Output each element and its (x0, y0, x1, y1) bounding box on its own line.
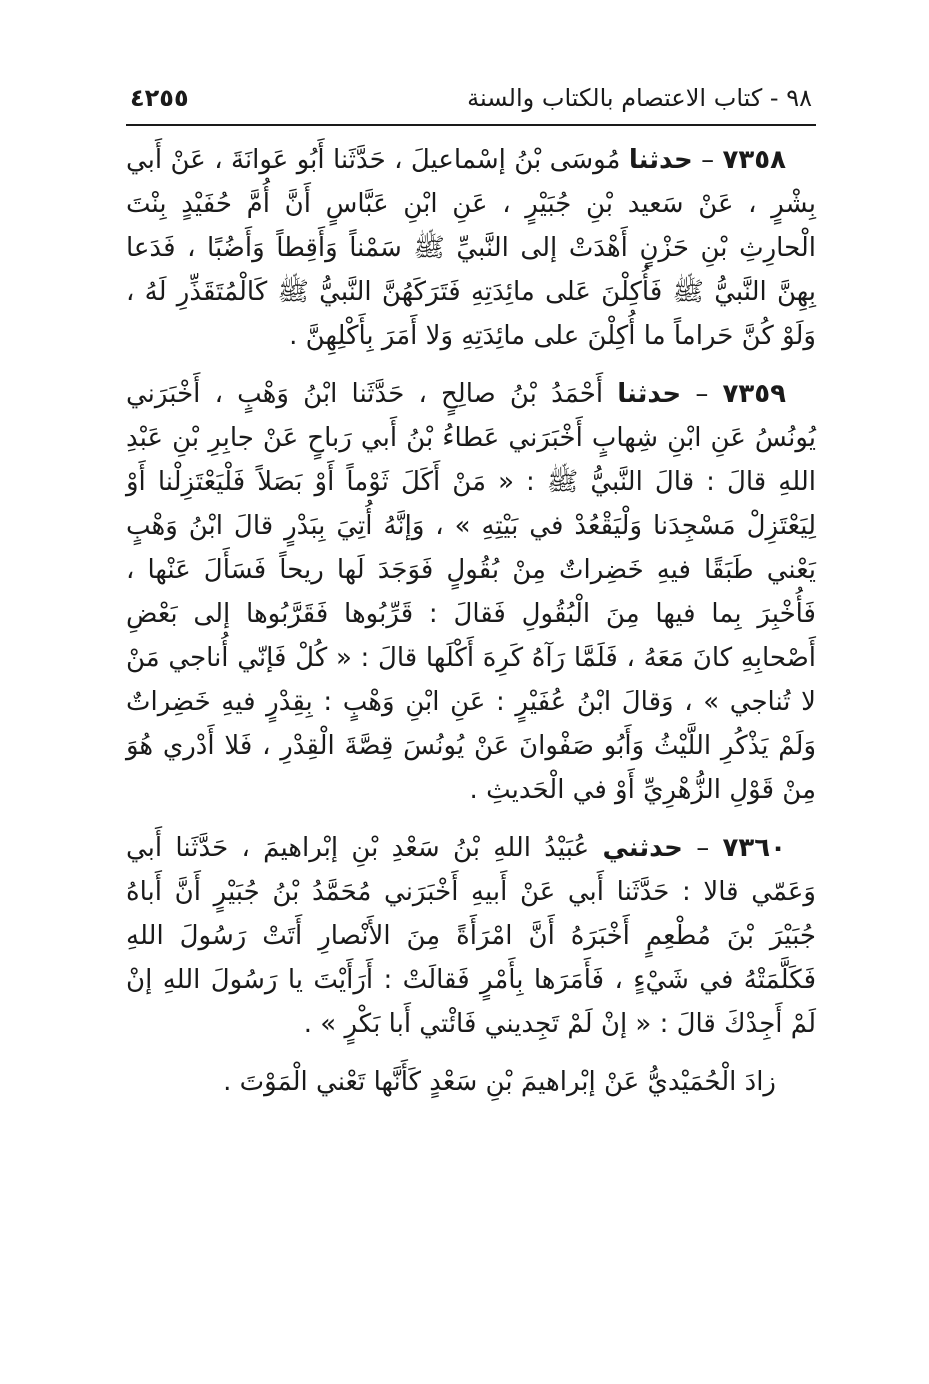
hadith-paragraph (126, 372, 816, 812)
running-header (126, 78, 816, 126)
transmission-verb: حدثنا (628, 145, 693, 175)
hadith-paragraph (126, 826, 816, 1046)
book-page (126, 78, 816, 1118)
transmission-verb: حدثنا (617, 379, 682, 409)
page-body (126, 138, 816, 1104)
trailer-note: زادَ الْحُمَيْديُّ عَنْ إبْراهيمَ بْنِ سَعْدٍ كَأَنَّها تَعْني الْمَوْتَ . (223, 1067, 776, 1097)
hadith-text: عُبَيْدُ اللهِ بْنُ سَعْدِ بْنِ إبْراهيمَ ، حَدَّثَنا أَبي وَعَمّي قالا : حَدَّثَنا أَبي عَنْ أَبيهِ أَخْبَرَني مُحَمَّدُ بْنُ جُبَيْرٍ أَنَّ أَباهُ جُبَيْرَ بْنَ مُطْعِمٍ أَخْبَرَهُ أَنَّ امْرَأَةً مِنَ الأَنْصارِ أَتَتْ رَسُولَ اللهِ فَكَلَّمَتْهُ في شَيْءٍ ، فَأَمَرَها بِأَمْرٍ فَقالَتْ : أَرَأَيْتَ يا رَسُولَ اللهِ إنْ لَمْ أَجِدْكَ قالَ : « إنْ لَمْ تَجِديني فَائْتي أَبا بَكْرٍ » . (126, 833, 816, 1039)
hadith-number: ٧٣٥٨ (722, 145, 786, 175)
chapter-title: ٩٨ - كتاب الاعتصام بالكتاب والسنة (467, 84, 812, 112)
hadith-paragraph (126, 138, 816, 358)
hadith-number: ٧٣٦٠ (722, 833, 786, 863)
hadith-dash: – (681, 379, 723, 409)
transmission-verb: حدثني (602, 833, 683, 863)
hadith-dash: – (682, 833, 723, 863)
hadith-dash: – (692, 145, 723, 175)
page-number: ٤٢٥٥ (130, 84, 189, 112)
hadith-text: أَحْمَدُ بْنُ صالِحٍ ، حَدَّثَنا ابْنُ وَهْبٍ ، أَخْبَرَني يُونُسُ عَنِ ابْنِ شِهابٍ أَخْبَرَني عَطاءُ بْنُ أَبي رَباحٍ عَنْ جابِرِ بْنِ عَبْدِ اللهِ قالَ : قالَ النَّبيُّ ﷺ : « مَنْ أَكَلَ ثَوْماً أَوْ بَصَلاً فَلْيَعْتَزِلْنا أَوْ لِيَعْتَزِلْ مَسْجِدَنا وَلْيَقْعُدْ في بَيْتِهِ » ، وَإنَّهُ أُتِيَ بِبَدْرٍ قالَ ابْنُ وَهْبٍ يَعْني طَبَقًا فيهِ خَضِراتٌ مِنْ بُقُولٍ فَوَجَدَ لَها ريحاً فَسَأَلَ عَنْها ، فَأُخْبِرَ بِما فيها مِنَ الْبُقُولِ فَقالَ : قَرِّبُوها فَقَرَّبُوها إلى بَعْضِ أَصْحابِهِ كانَ مَعَهُ ، فَلَمَّا رَآهُ كَرِهَ أَكْلَها قالَ : « كُلْ فَإنّي أُناجي مَنْ لا تُناجي » ، وَقالَ ابْنُ عُفَيْرٍ : عَنِ ابْنِ وَهْبٍ : بِقِدْرٍ فيهِ خَضِراتٌ وَلَمْ يَذْكُرِ اللَّيْثُ وَأَبُو صَفْوانَ عَنْ يُونُسَ قِصَّةَ الْقِدْرِ ، فَلا أَدْري هُوَ مِنْ قَوْلِ الزُّهْرِيِّ أَوْ في الْحَديثِ . (126, 379, 816, 805)
hadith-text: مُوسَى بْنُ إسْماعيلَ ، حَدَّثَنا أَبُو عَوانَةَ ، عَنْ أَبي بِشْرٍ ، عَنْ سَعيد بْنِ جُبَيْرٍ ، عَنِ ابْنِ عَبَّاسٍ أَنَّ أُمَّ حُفَيْدٍ بِنْتَ الْحارِثِ بْنِ حَزْنٍ أَهْدَتْ إلى النَّبيِّ ﷺ سَمْناً وَأَقِطاً وَأَضُبًا ، فَدَعا بِهِنَّ النَّبيُّ ﷺ فَأُكِلْنَ عَلى مائِدَتِهِ فَتَرَكَهُنَّ النَّبيُّ ﷺ كَالْمُتَقَذِّرِ لَهُ ، وَلَوْ كُنَّ حَراماً ما أُكِلْنَ على مائِدَتِهِ وَلا أَمَرَ بِأَكْلِهِنَّ . (126, 145, 816, 351)
hadith-number: ٧٣٥٩ (722, 379, 786, 409)
